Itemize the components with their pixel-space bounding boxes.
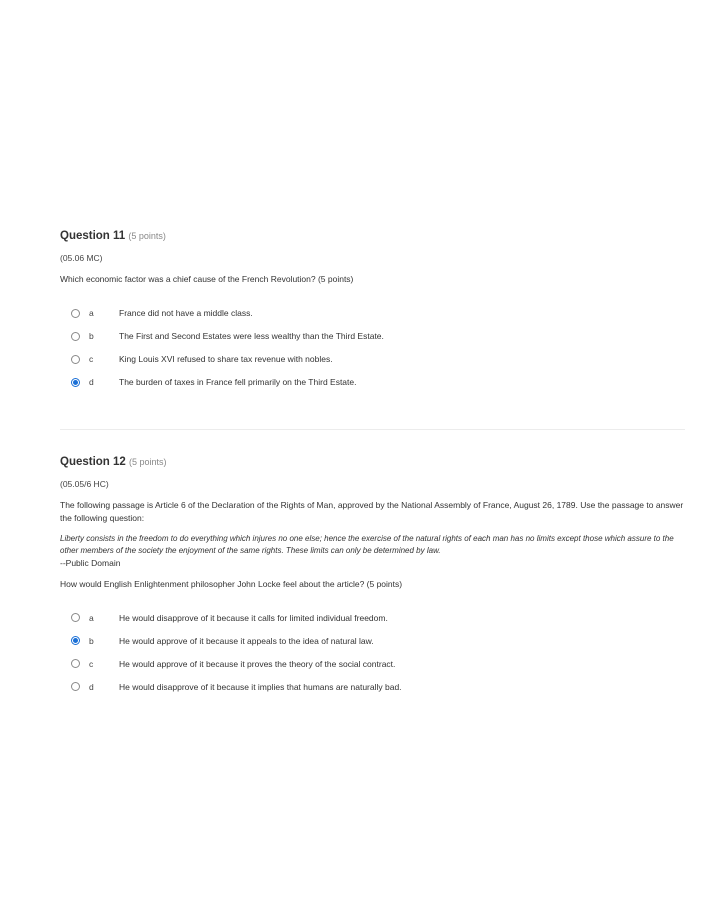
radio-button[interactable] — [71, 613, 80, 622]
option-c[interactable] — [60, 348, 685, 371]
question-number: Question 11 — [60, 230, 126, 242]
option-letter: b — [89, 331, 94, 341]
passage-source: --Public Domain — [60, 558, 121, 568]
passage-quote: Liberty consists in the freedom to do everything which injures no one else; hence the exercise of the natural rights of each man has no limits except those which assure to the other members of the society the enjoyment of the same rights. These limits can only be determined by law. — [60, 534, 674, 555]
radio-button-selected[interactable] — [71, 636, 80, 645]
question-text: The following passage is Article 6 of the Declaration of the Rights of Man, approved by the National Assembly of France, August 26, 1789. Use the passage to answer the following question: — [60, 500, 684, 523]
question-12 — [60, 455, 685, 698]
answer-options — [60, 302, 685, 394]
option-b[interactable] — [60, 629, 685, 652]
radio-button[interactable] — [71, 309, 80, 318]
option-letter: d — [89, 681, 94, 692]
option-c[interactable] — [60, 652, 685, 675]
radio-button[interactable] — [71, 682, 80, 691]
option-b[interactable] — [60, 325, 685, 348]
question-points: (5 points) — [129, 457, 167, 467]
radio-button-selected[interactable] — [71, 378, 80, 387]
option-a[interactable] — [60, 302, 685, 325]
option-text: The burden of taxes in France fell primarily on the Third Estate. — [119, 377, 357, 387]
option-text: He would approve of it because it appeals to the idea of natural law. — [119, 635, 374, 646]
option-text: King Louis XVI refused to share tax revenue with nobles. — [119, 354, 333, 364]
question-11 — [60, 229, 685, 394]
option-letter: a — [89, 308, 94, 318]
radio-button[interactable] — [71, 355, 80, 364]
question-number: Question 12 — [60, 456, 126, 468]
question-points: (5 points) — [128, 231, 166, 241]
option-letter: d — [89, 377, 94, 387]
question-prompt: How would English Enlightenment philosopher John Locke feel about the article? (5 points) — [60, 579, 403, 589]
option-letter: a — [89, 612, 94, 623]
option-letter: c — [89, 354, 94, 364]
option-letter: b — [89, 635, 94, 646]
question-code: (05.06 MC) — [60, 253, 103, 263]
option-text: The First and Second Estates were less wealthy than the Third Estate. — [119, 331, 384, 341]
option-a[interactable] — [60, 606, 685, 629]
option-text: He would disapprove of it because it implies that humans are naturally bad. — [119, 681, 402, 692]
radio-button[interactable] — [71, 659, 80, 668]
question-text: Which economic factor was a chief cause of the French Revolution? (5 points) — [60, 274, 354, 284]
option-d[interactable] — [60, 675, 685, 698]
question-code: (05.05/6 HC) — [60, 479, 109, 489]
question-divider — [60, 429, 685, 430]
option-text: He would disapprove of it because it calls for limited individual freedom. — [119, 612, 388, 623]
option-d[interactable] — [60, 371, 685, 394]
option-letter: c — [89, 658, 94, 669]
option-text: He would approve of it because it proves the theory of the social contract. — [119, 658, 396, 669]
option-text: France did not have a middle class. — [119, 308, 253, 318]
radio-button[interactable] — [71, 332, 80, 341]
question-title — [60, 455, 685, 469]
question-title — [60, 229, 685, 243]
answer-options — [60, 606, 685, 698]
